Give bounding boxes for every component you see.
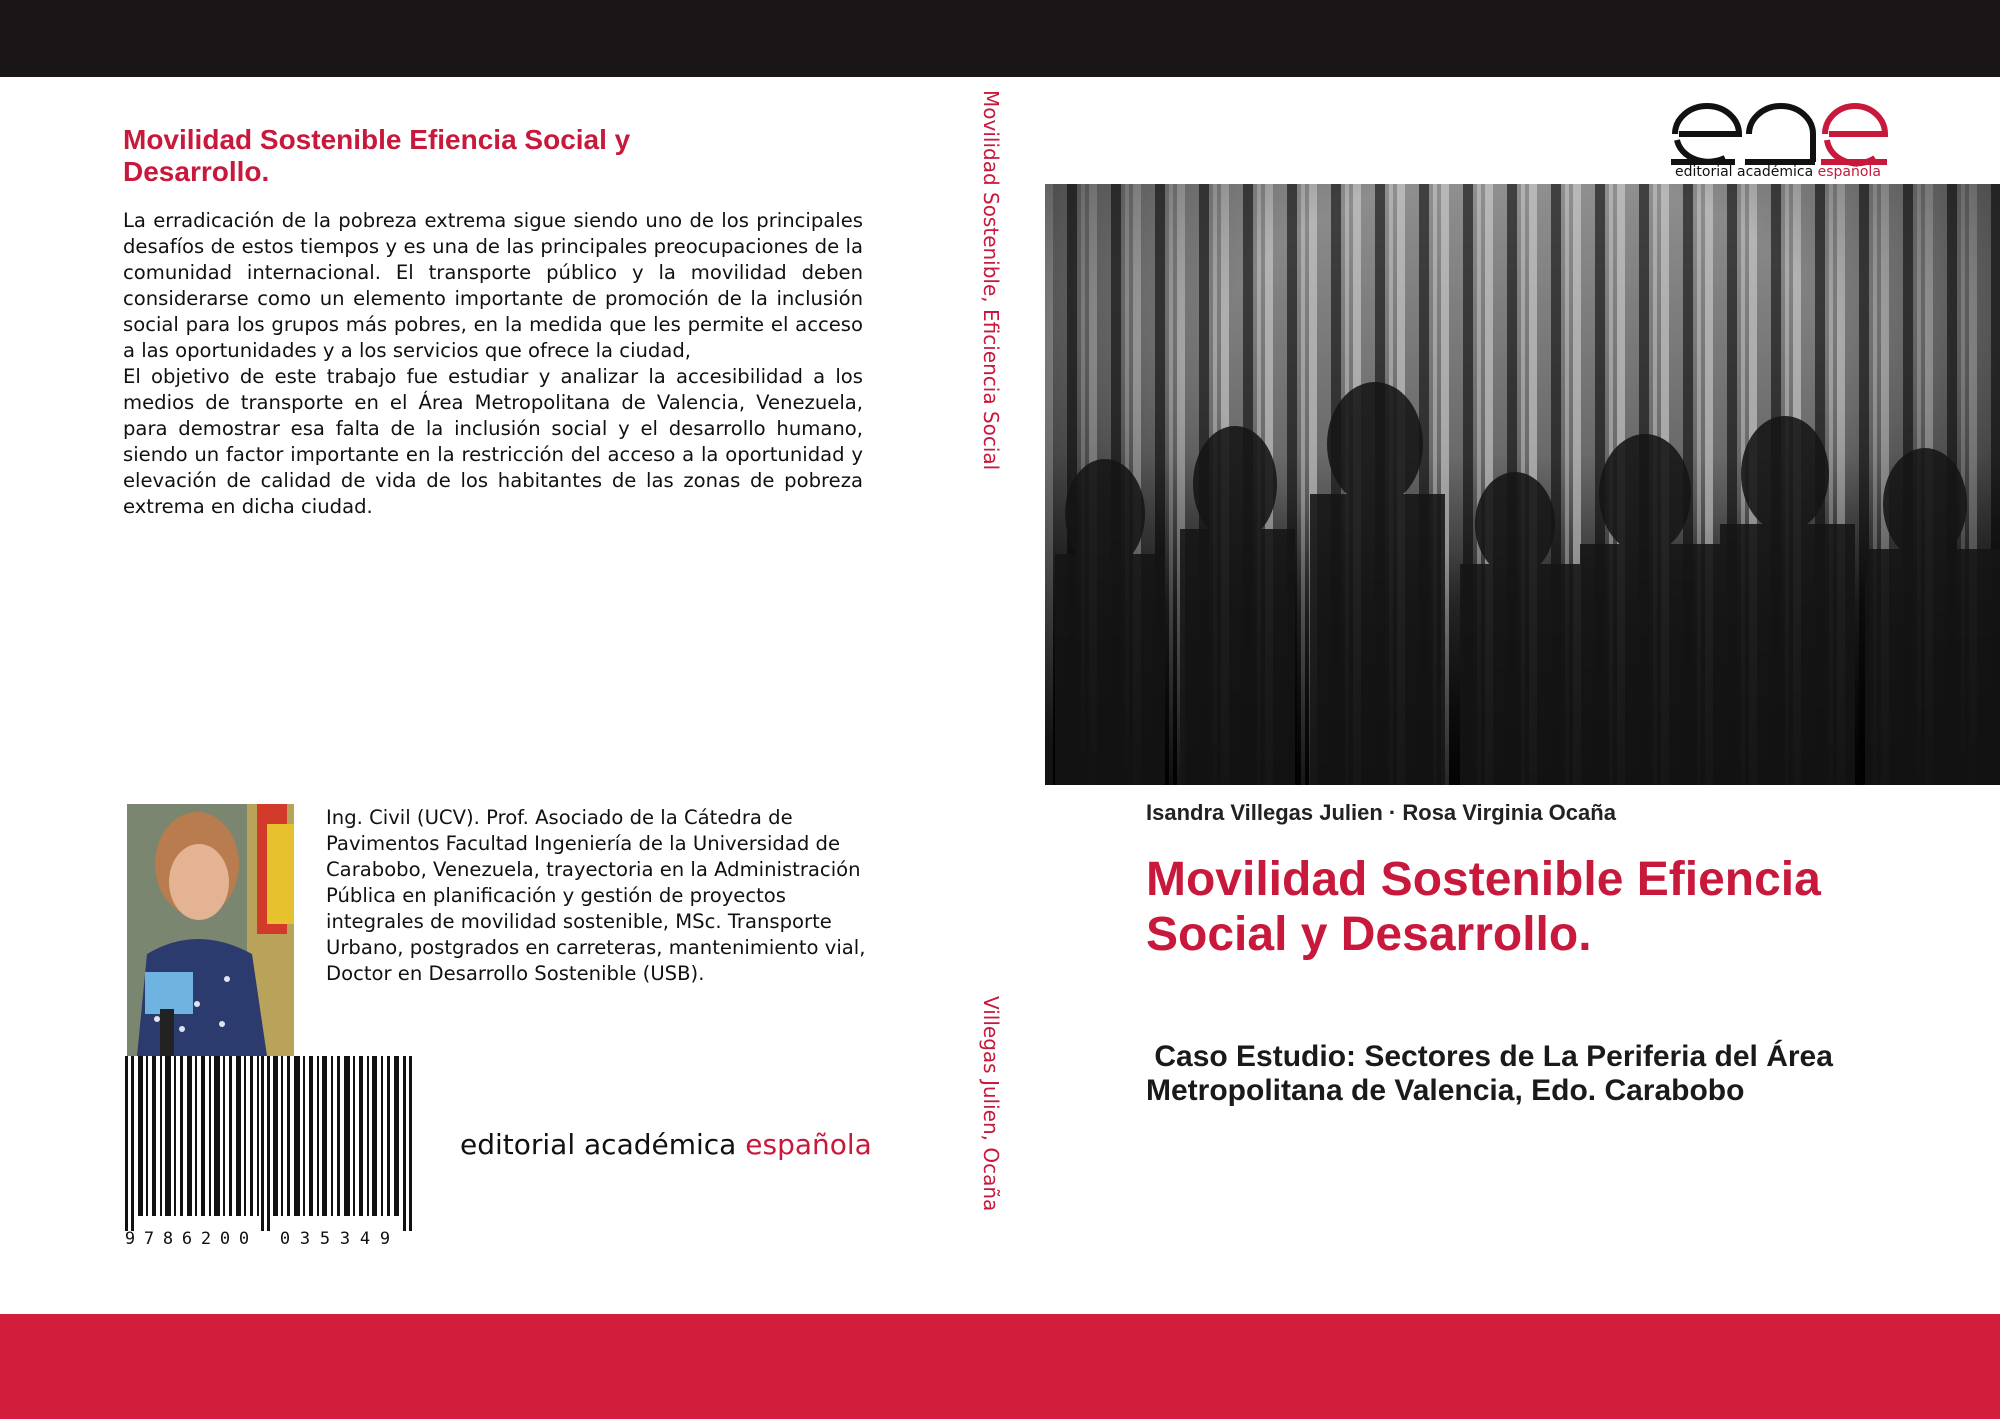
logo-caption xyxy=(1675,164,1881,180)
front-cover-subtitle: Caso Estudio: Sectores de La Periferia del Área Metropolitana de Valencia, Edo. Carabobo xyxy=(1146,1040,1842,1107)
isbn-digit: 0 xyxy=(219,1229,231,1246)
spine-title: Movilidad Sostenible, Eficiencia Social xyxy=(979,90,1003,471)
isbn-digit: 0 xyxy=(238,1229,250,1246)
isbn-digit: 5 xyxy=(319,1229,331,1246)
isbn-digit: 2 xyxy=(200,1229,212,1246)
isbn-digit: 8 xyxy=(162,1229,174,1246)
isbn-digit: 0 xyxy=(279,1229,291,1246)
isbn-digit: 9 xyxy=(124,1229,136,1246)
isbn-digit: 4 xyxy=(359,1229,371,1246)
cover-photo xyxy=(1045,184,2000,785)
isbn-digit: 7 xyxy=(143,1229,155,1246)
author-photo xyxy=(127,804,294,1056)
front-cover-title: Movilidad Sostenible Efiencia Social y Desarrollo. xyxy=(1146,853,1821,961)
logo-caption-text: editorial académica xyxy=(1675,164,1814,180)
isbn-digit: 9 xyxy=(379,1229,391,1246)
publisher-name-accent: española xyxy=(745,1128,872,1161)
synopsis-paragraph-2: El objetivo de este trabajo fue estudiar y analizar la accesibilidad a los medios de transporte en el Área Metropolitana de Valencia, Venezuela, para demostrar esa falta de la inclusión social y el desarrollo humano, siendo un factor importante en la restricción del acceso a la oportunidad y elevación de calidad de vida de los habitantes de las zonas de pobreza extrema en dicha ciudad. xyxy=(123,365,863,518)
front-cover-authors: Isandra Villegas Julien · Rosa Virginia Ocaña xyxy=(1146,800,1616,825)
bottom-red-band xyxy=(0,1314,2000,1419)
isbn-digit: 6 xyxy=(181,1229,193,1246)
top-dark-band xyxy=(0,0,2000,77)
isbn-digit: 3 xyxy=(299,1229,311,1246)
synopsis-paragraph-1: La erradicación de la pobreza extrema sigue siendo uno de los principales desafíos de estos tiempos y es una de las principales preocupaciones de la comunidad internacional. El transporte público y la movilidad deben considerarse como un elemento importante de promoción de la inclusión social para los grupos más pobres, en la medida que les permite el acceso a las oportunidades y a los servicios que ofrece la ciudad, xyxy=(123,209,863,362)
isbn-digit: 3 xyxy=(339,1229,351,1246)
publisher-name: editorial académica xyxy=(460,1128,737,1161)
spine-authors: Villegas Julien, Ocaña xyxy=(979,996,1003,1212)
back-cover-synopsis xyxy=(123,208,863,520)
back-cover-title: Movilidad Sostenible Efiencia Social y Desarrollo. xyxy=(123,124,631,187)
logo-caption-accent: española xyxy=(1817,164,1881,180)
author-bio: Ing. Civil (UCV). Prof. Asociado de la Cátedra de Pavimentos Facultad Ingeniería de la Universidad de Carabobo, Venezuela, trayectoria en la Administración Pública en planificación y gestión de proyectos integrales de movilidad sostenible, MSc. Transporte Urbano, postgrados en carreteras, mantenimiento vial, Doctor en Desarrollo Sostenible (USB). xyxy=(326,806,866,985)
isbn-barcode xyxy=(123,1056,443,1246)
back-publisher-name xyxy=(460,1128,872,1161)
